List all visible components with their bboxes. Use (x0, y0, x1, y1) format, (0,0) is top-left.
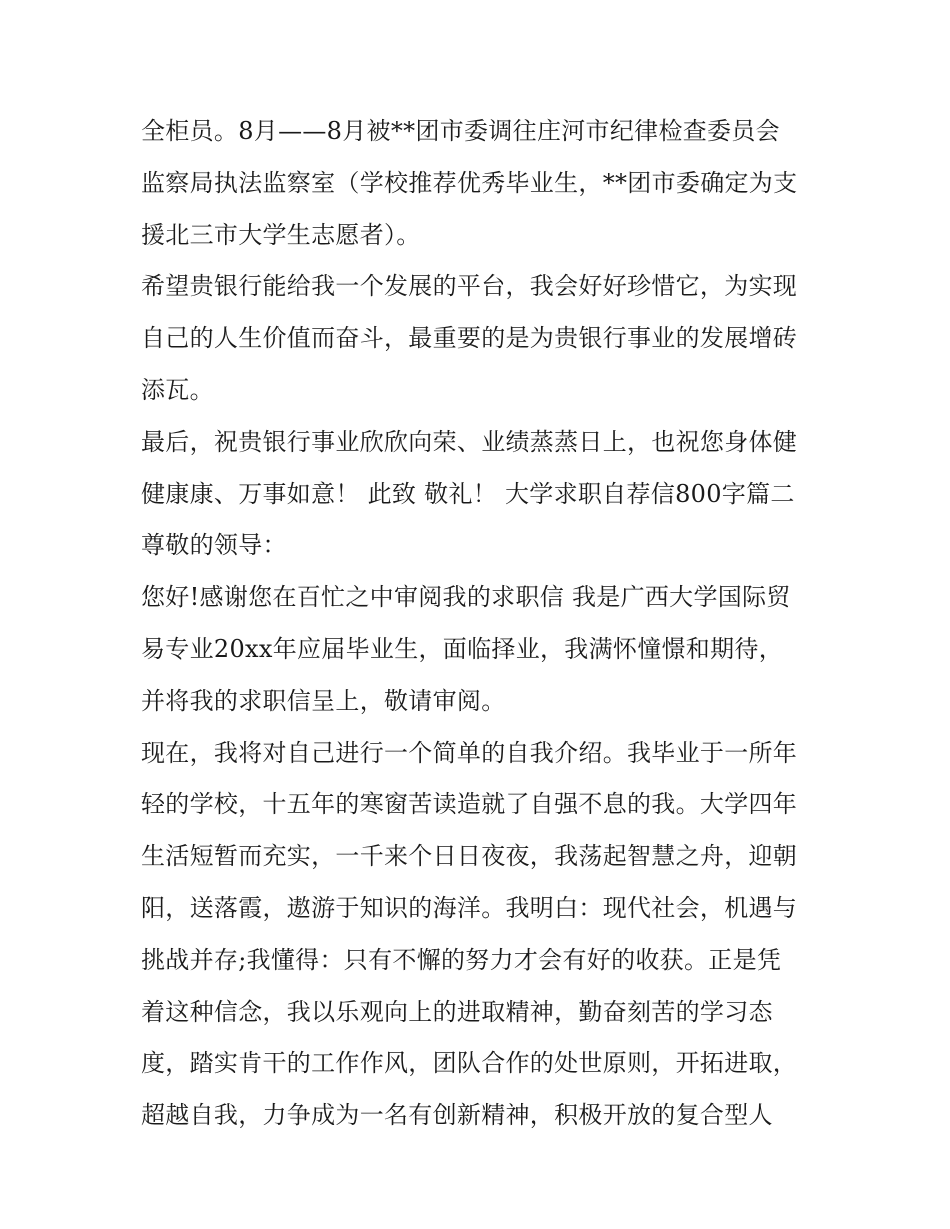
document-body (141, 106, 821, 1142)
text-line: 援北三市大学生志愿者）。 (141, 220, 421, 249)
text-line: 易专业20xx年应届毕业生，面临择业，我满怀憧憬和期待， (141, 634, 784, 663)
text-line: 全柜员。8月——8月被**团市委调往庄河市纪律检查委员会 (141, 117, 780, 145)
text-line: 尊敬的领导： (141, 531, 287, 560)
text-line: 您好!感谢您在百忙之中审阅我的求职信 我是广西大学国际贸 (141, 583, 791, 612)
text-line: 现在，我将对自己进行一个简单的自我介绍。我毕业于一所年 (141, 738, 798, 767)
text-line: 添瓦。 (141, 375, 214, 404)
text-line: 并将我的求职信呈上，敬请审阅。 (141, 686, 506, 715)
text-line: 着这种信念，我以乐观向上的进取精神，勤奋刻苦的学习态 (141, 997, 773, 1026)
text-line: 监察局执法监察室（学校推荐优秀毕业生，**团市委确定为支 (141, 168, 798, 197)
text-line: 生活短暂而充实，一千来个日日夜夜，我荡起智慧之舟，迎朝 (141, 842, 798, 871)
text-line: 最后，祝贵银行事业欣欣向荣、业绩蒸蒸日上，也祝您身体健 (141, 427, 798, 456)
text-line: 自己的人生价值而奋斗，最重要的是为贵银行事业的发展增砖 (141, 324, 798, 353)
text-line: 超越自我，力争成为一名有创新精神，积极开放的复合型人 (141, 1101, 773, 1130)
text-line: 健康康、万事如意！ 此致 敬礼！ 大学求职自荐信800字篇二 (141, 479, 795, 508)
text-line: 希望贵银行能给我一个发展的平台，我会好好珍惜它，为实现 (141, 272, 798, 301)
text-line: 挑战并存;我懂得：只有不懈的努力才会有好的收获。正是凭 (141, 945, 782, 974)
text-line: 阳，送落霞，遨游于知识的海洋。我明白：现代社会，机遇与 (141, 893, 798, 922)
text-line: 轻的学校，十五年的寒窗苦读造就了自强不息的我。大学四年 (141, 790, 798, 819)
text-line: 度，踏实肯干的工作作风，团队合作的处世原则，开拓进取， (141, 1049, 798, 1078)
